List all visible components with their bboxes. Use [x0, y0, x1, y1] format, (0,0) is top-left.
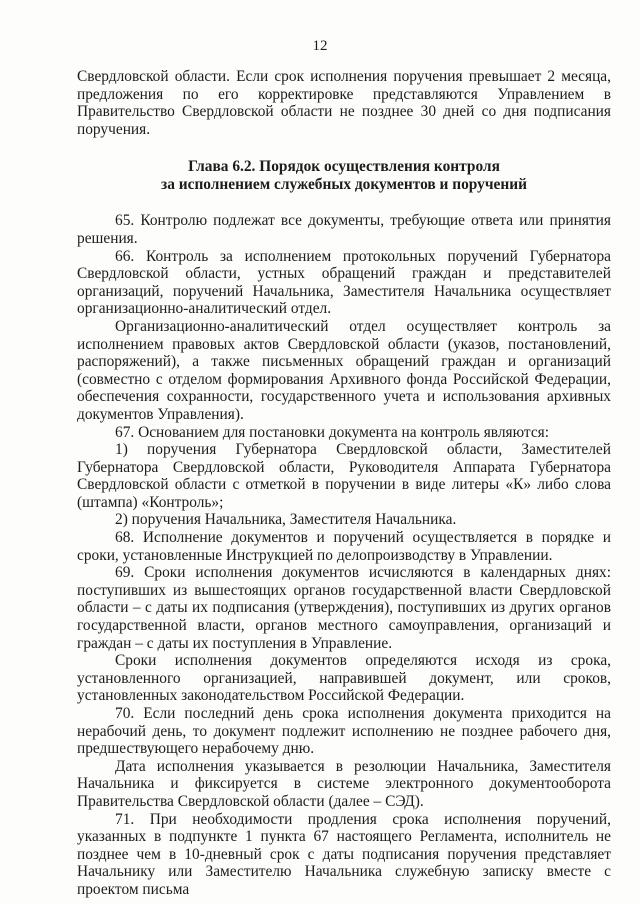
paragraph-69-continuation: Сроки исполнения документов определяются исходя из срока, установленного организацией, направившей документ, или сроков, установленных законодательством Российской Федерации.: [77, 652, 611, 705]
paragraph-71: 71. При необходимости продления срока исполнения поручений, указанных в подпункте 1 пункта 67 настоящего Регламента, исполнитель не позднее чем в 10-дневный срок с даты подписания поручения представляет Начальнику или Заместителю Начальника служебную записку вместе с проектом письма: [77, 810, 611, 898]
paragraph-66-continuation: Организационно-аналитический отдел осуществляет контроль за исполнением правовых актов Свердловской области (указов, постановлений, распоряжений), а также письменных обращений граждан и организаций (совместно с отделом формирования Архивного фонда Российской Федерации, обеспечения сохранности, государственного учета и использования архивных документов Управления).: [77, 317, 611, 423]
paragraph-70: 70. Если последний день срока исполнения документа приходится на нерабочий день, то документ подлежит исполнению не позднее рабочего дня, предшествующего нерабочему дню.: [77, 705, 611, 758]
paragraph-67-item-1: 1) поручения Губернатора Свердловской области, Заместителей Губернатора Свердловской области, Руководителя Аппарата Губернатора Свердловской области с отметкой в поручении в виде литеры «К» либо слова (штампа) «Контроль»;: [77, 441, 611, 511]
intro-paragraph: Свердловской области. Если срок исполнения поручения превышает 2 месяца, предложения по его корректировке представляются Управлением в Правительство Свердловской области не позднее 30 дней со дня подписания поручения.: [77, 68, 611, 138]
paragraph-66: 66. Контроль за исполнением протокольных поручений Губернатора Свердловской области, устных обращений граждан и представителей организаций, поручений Начальника, Заместителя Начальника осуществляет организационно-аналитический отдел.: [77, 247, 611, 318]
paragraph-70-continuation: Дата исполнения указывается в резолюции Начальника, Заместителя Начальника и фиксируется в системе электронного документооборота Правительства Свердловской области (далее – СЭД).: [77, 757, 611, 810]
chapter-title-line-2: за исполнением служебных документов и поручений: [161, 176, 527, 194]
chapter-heading: [77, 158, 611, 194]
chapter-title-line-1: Глава 6.2. Порядок осуществления контроля: [188, 158, 500, 176]
document-body: [77, 68, 611, 899]
paragraph-68: 68. Исполнение документов и поручений осуществляется в порядке и сроки, установленные Инструкцией по делопроизводству в Управлении.: [77, 529, 611, 564]
paragraph-67-item-2: 2) поручения Начальника, Заместителя Начальника.: [115, 511, 457, 529]
page-number: 12: [312, 38, 328, 54]
paragraph-65: 65. Контролю подлежат все документы, требующие ответа или принятия решения.: [77, 212, 611, 247]
paragraph-69: 69. Сроки исполнения документов исчисляются в календарных днях: поступивших из вышестоящих органов государственной власти Свердловской области – с даты их подписания (утверждения), поступивших из других органов государственной власти, органов местного самоуправления, организаций и граждан – с даты их поступления в Управление.: [77, 564, 611, 652]
paragraph-67: 67. Основанием для постановки документа на контроль являются:: [115, 423, 550, 441]
